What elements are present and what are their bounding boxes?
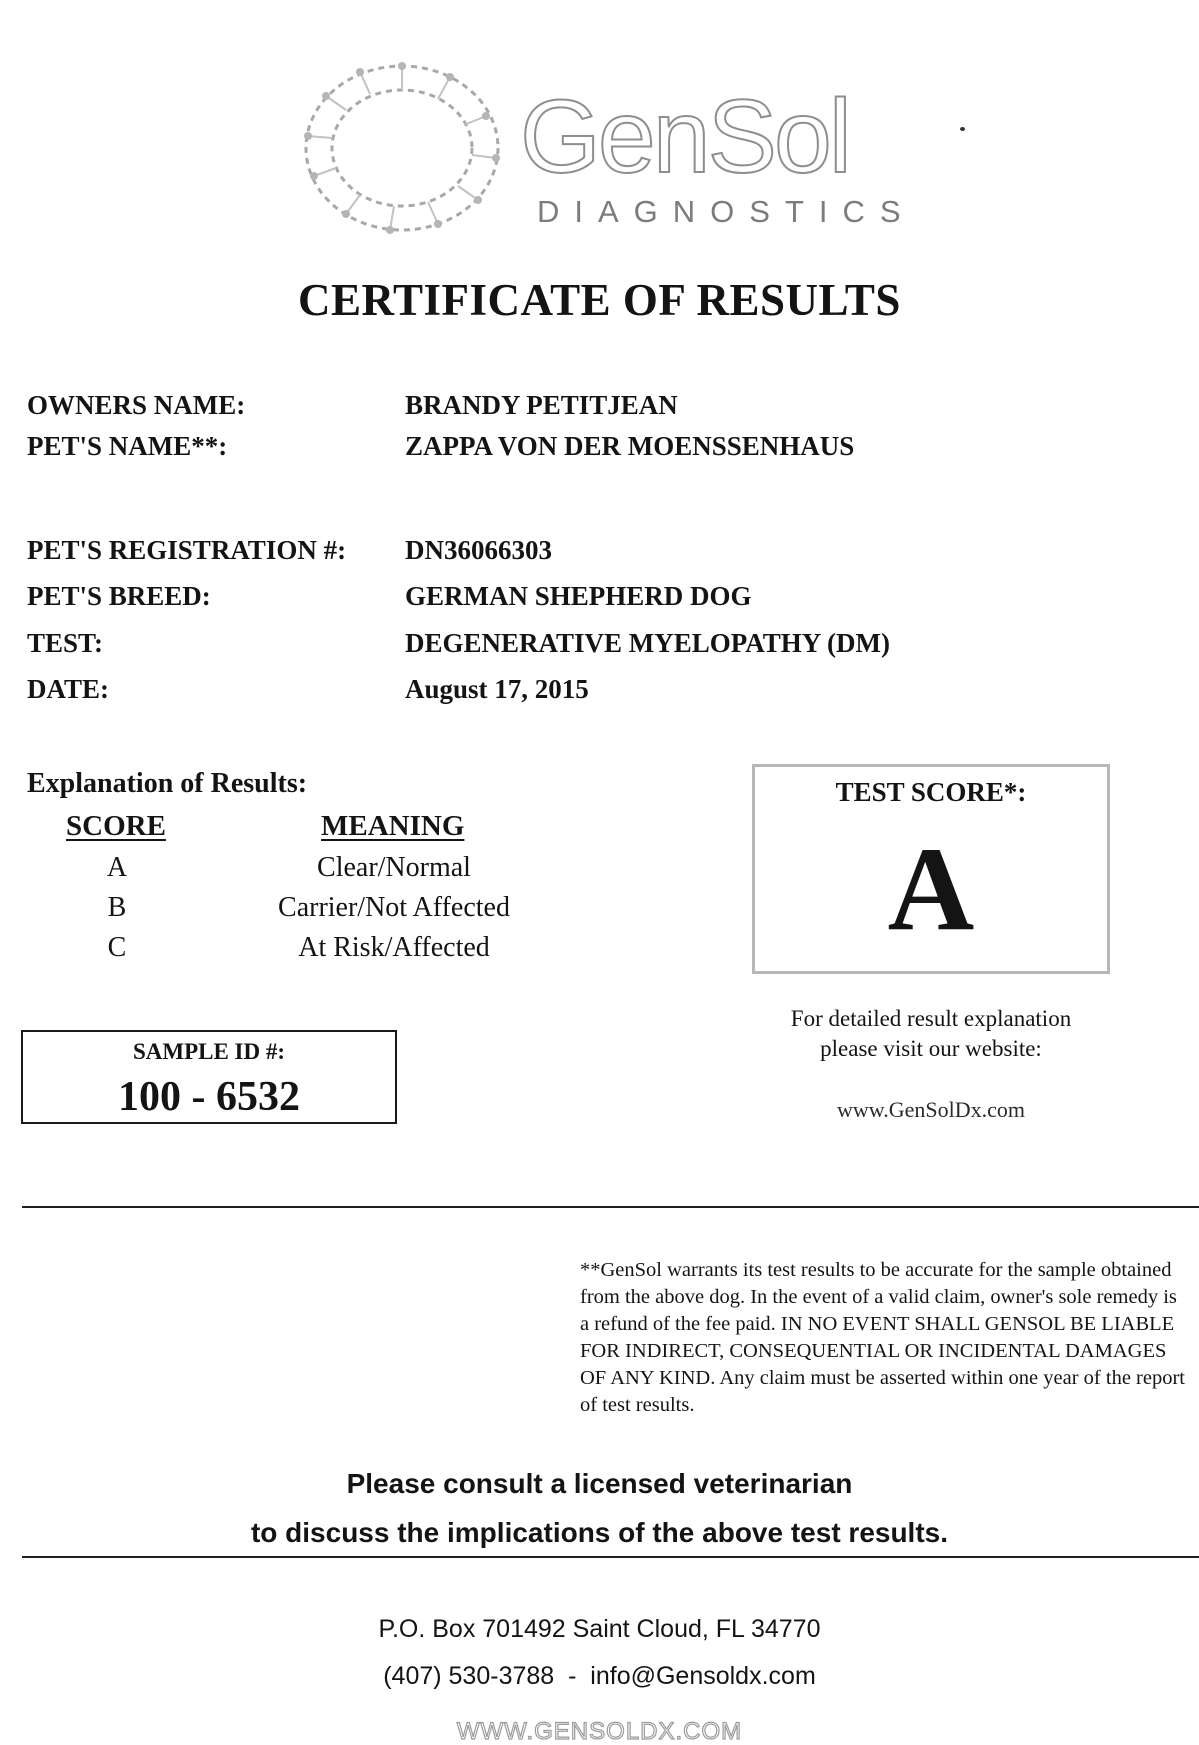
certificate-title: CERTIFICATE OF RESULTS [298, 275, 901, 325]
sample-id-label: SAMPLE ID #: [132, 1039, 286, 1064]
score-row-b-meaning: Carrier/Not Affected [278, 892, 510, 923]
test-score-box [752, 764, 1110, 974]
divider-top [22, 1206, 1199, 1208]
test-label: TEST: [27, 628, 104, 658]
breed-value: GERMAN SHEPHERD DOG [405, 581, 752, 611]
date-value: August 17, 2015 [405, 674, 589, 704]
score-row-c-meaning: At Risk/Affected [298, 932, 490, 963]
logo-wordmark: GenSol [520, 79, 849, 195]
explanation-title: Explanation of Results: [27, 768, 308, 799]
sample-id-value: 100 - 6532 [118, 1074, 300, 1120]
test-score-label: TEST SCORE*: [835, 777, 1027, 807]
footer-contact: (407) 530-3788 - info@Gensoldx.com [383, 1662, 816, 1690]
website-note-line2: please visit our website: [820, 1036, 1042, 1061]
date-label: DATE: [27, 674, 110, 704]
score-row-a-score: A [106, 852, 128, 883]
meaning-column-header: MEANING [321, 810, 465, 842]
website-note-line1: For detailed result explanation [790, 1006, 1072, 1031]
score-row-a-meaning: Clear/Normal [317, 852, 471, 883]
logo-subtitle: DIAGNOSTICS [537, 194, 916, 229]
registration-label: PET'S REGISTRATION #: [27, 535, 347, 565]
test-value: DEGENERATIVE MYELOPATHY (DM) [405, 628, 890, 658]
consult-line2: to discuss the implications of the above test results. [250, 1517, 949, 1548]
owners-name-label: OWNERS NAME: [27, 390, 246, 420]
breed-label: PET'S BREED: [27, 581, 211, 611]
pets-name-label: PET'S NAME**: [27, 431, 228, 461]
speck-mark [960, 127, 965, 131]
footer-website: WWW.GENSOLDX.COM [456, 1718, 743, 1745]
pets-name-value: ZAPPA VON DER MOENSSENHAUS [405, 431, 855, 461]
dna-logo-icon [290, 40, 520, 250]
score-row-b-score: B [107, 892, 127, 923]
test-score-value: A [887, 822, 975, 955]
owners-name-value: BRANDY PETITJEAN [405, 390, 678, 420]
consult-line1: Please consult a licensed veterinarian [346, 1468, 853, 1499]
score-row-c-score: C [107, 932, 127, 963]
website-url: www.GenSolDx.com [837, 1097, 1025, 1122]
warranty-disclaimer: **GenSol warrants its test results to be accurate for the sample obtained from the above dog. In the event of a valid claim, owner's sole remedy is a refund of the fee paid. IN NO EVENT SHALL GENSOL BE LIABLE FOR INDIRECT, CONSEQUENTIAL OR INCIDENTAL DAMAGES OF ANY KIND. Any claim must be asserted within one year of the report of test results. [580, 1259, 1186, 1416]
sample-id-box [21, 1030, 397, 1124]
score-column-header: SCORE [66, 810, 166, 842]
footer-address: P.O. Box 701492 Saint Cloud, FL 34770 [378, 1615, 821, 1643]
divider-bottom [22, 1556, 1199, 1558]
registration-value: DN36066303 [405, 535, 552, 565]
